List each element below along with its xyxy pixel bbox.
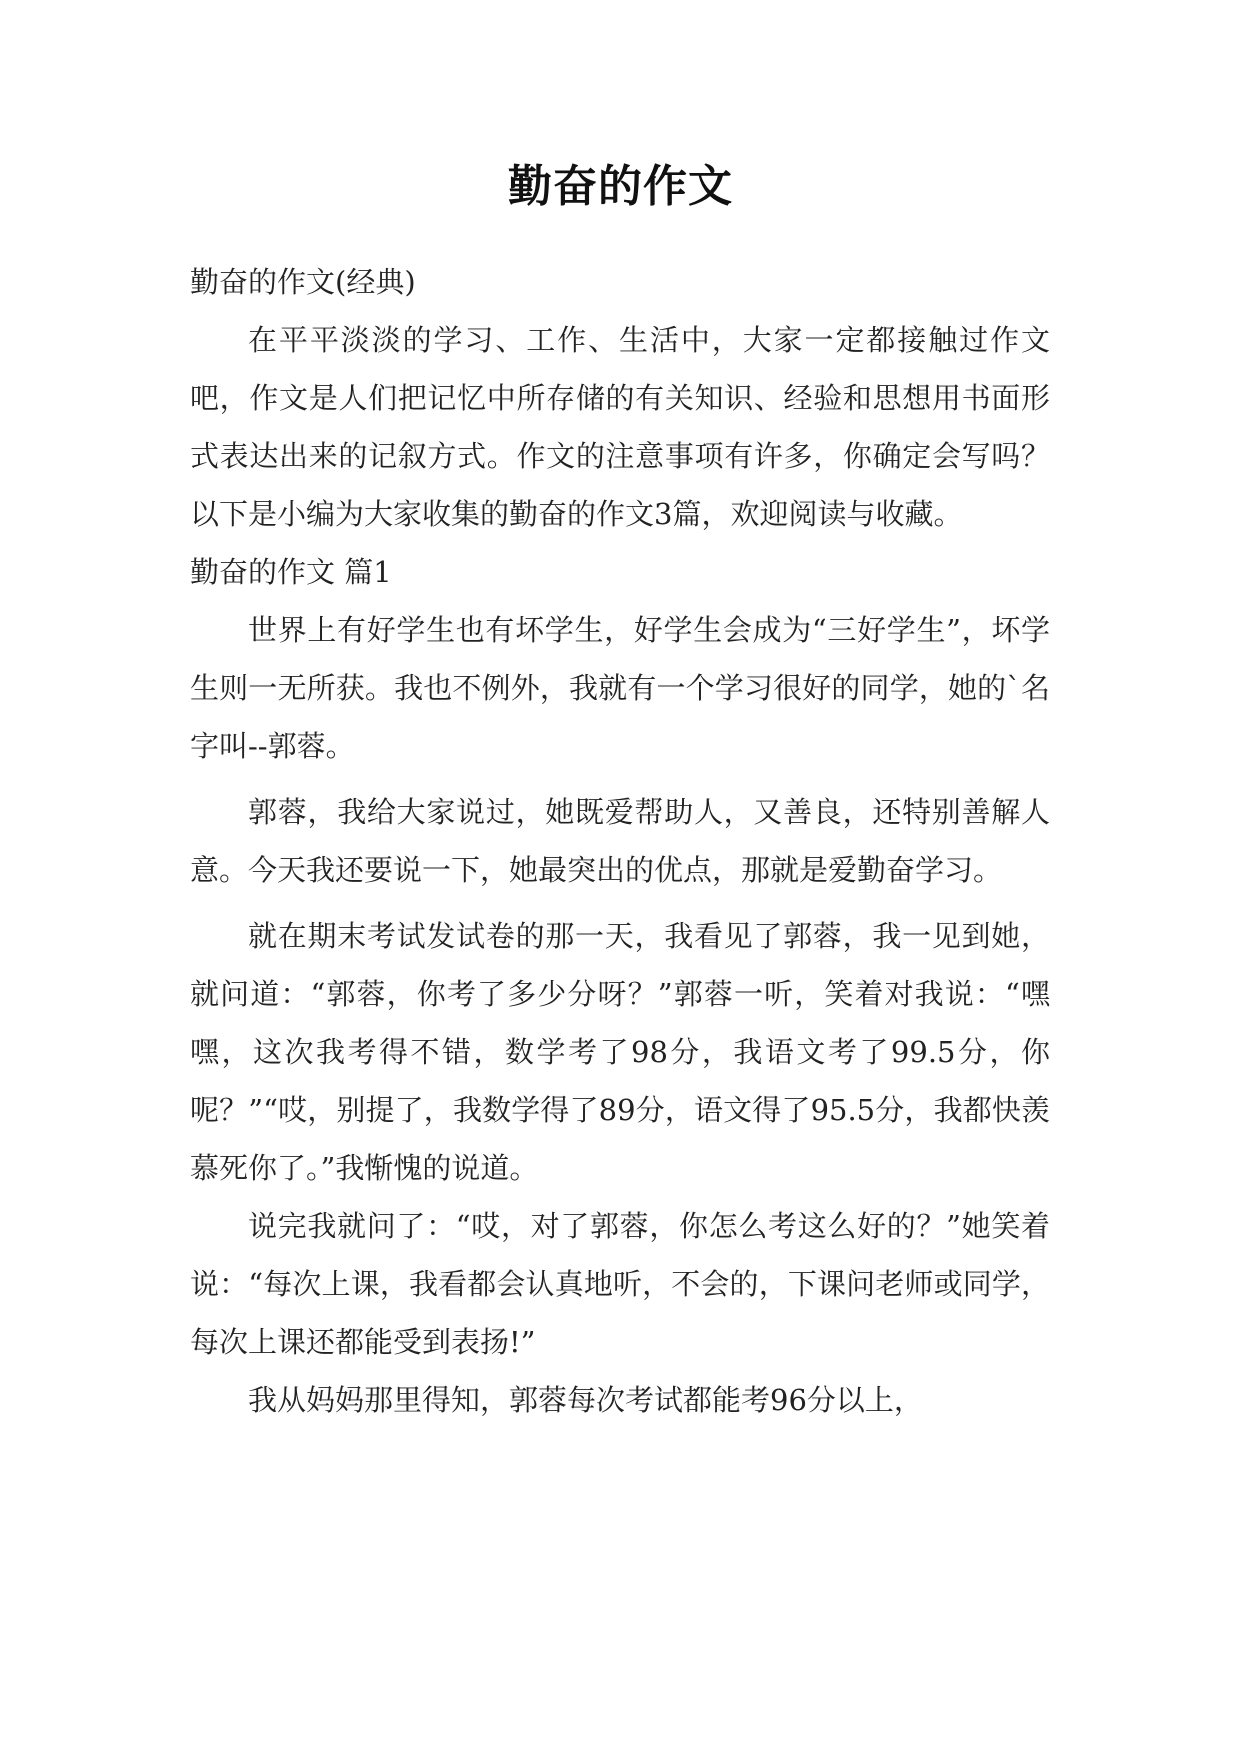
body-paragraph-2: 郭蓉，我给大家说过，她既爱帮助人，又善良，还特别善解人意。今天我还要说一下，她最突出的优点，那就是爱勤奋学习。 [190, 795, 1050, 887]
body-paragraph-1: 世界上有好学生也有坏学生，好学生会成为“三好学生”，坏学生则一无所获。我也不例外，我就有一个学习很好的同学，她的`名字叫--郭蓉。 [190, 613, 1050, 763]
document-body [190, 253, 1050, 1429]
body-paragraph-5: 我从妈妈那里得知，郭蓉每次考试都能考96分以上， [248, 1383, 923, 1417]
body-paragraph-3: 就在期末考试发试卷的那一天，我看见了郭蓉，我一见到她，就问道：“郭蓉，你考了多少分呀？”郭蓉一听，笑着对我说：“嘿嘿，这次我考得不错，数学考了98分，我语文考了99.5分，你呢？”“哎，别提了，我数学得了89分，语文得了95.5分，我都快羡慕死你了。”我惭愧的说道。 [190, 919, 1050, 1185]
section-heading: 勤奋的作文 篇1 [190, 555, 392, 589]
intro-paragraph: 在平平淡淡的学习、工作、生活中，大家一定都接触过作文吧，作文是人们把记忆中所存储的有关知识、经验和思想用书面形式表达出来的记叙方式。作文的注意事项有许多，你确定会写吗？以下是小编为大家收集的勤奋的作文3篇，欢迎阅读与收藏。 [190, 323, 1050, 531]
document-subtitle: 勤奋的作文(经典) [190, 265, 416, 299]
document-title: 勤奋的作文 [508, 161, 733, 212]
body-paragraph-4: 说完我就问了：“哎，对了郭蓉，你怎么考这么好的？”她笑着说：“每次上课，我看都会认真地听，不会的，下课问老师或同学，每次上课还都能受到表扬!” [190, 1209, 1050, 1359]
